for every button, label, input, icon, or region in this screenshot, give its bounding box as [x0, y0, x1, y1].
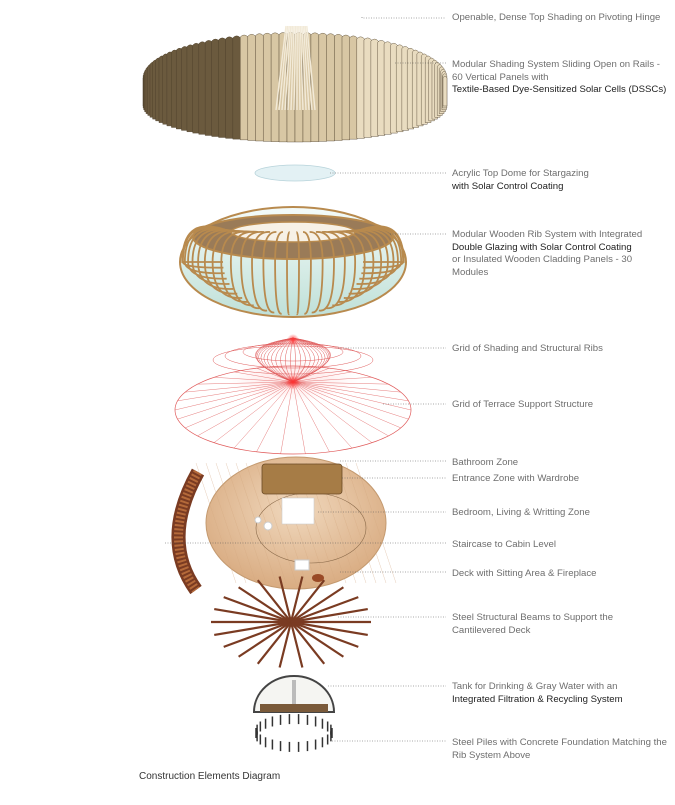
shading-panel — [255, 34, 263, 141]
label-steel-piles: Steel Piles with Concrete Foundation Matching the Rib System Above — [452, 737, 667, 762]
shading-panel — [443, 76, 447, 106]
shading-panel — [205, 40, 212, 135]
label-grid-shading: Grid of Shading and Structural Ribs — [452, 343, 667, 356]
shading-panel — [240, 35, 248, 140]
shading-panel — [319, 33, 327, 141]
deck-seat — [295, 560, 309, 570]
shading-panel — [248, 34, 256, 140]
label-top-shading: Openable, Dense Top Shading on Pivoting Hinge — [452, 12, 667, 25]
grid-center-node — [285, 374, 301, 390]
shading-panel — [378, 40, 385, 135]
steel-beams-layer — [211, 576, 371, 667]
chair — [264, 522, 272, 530]
label-deck: Deck with Sitting Area & Fireplace — [452, 568, 667, 581]
shading-panel — [199, 42, 206, 135]
fireplace — [312, 574, 324, 582]
shading-panel — [263, 33, 271, 141]
wooden-rib-layer — [180, 207, 406, 317]
shading-panel — [334, 34, 342, 140]
shading-panel — [357, 37, 365, 139]
label-tank: Tank for Drinking & Gray Water with an Integrated Filtration & Recycling System — [452, 681, 667, 706]
label-acrylic-dome: Acrylic Top Dome for Stargazing with Solar Control Coating — [452, 168, 667, 193]
bathroom-block — [262, 464, 342, 494]
label-modular-shading: Modular Shading System Sliding Open on Rails - 60 Vertical Panels with Textile-Based Dye-Sensitized Solar Cells (DSSCs) — [452, 59, 667, 97]
shading-panel — [233, 36, 241, 139]
shading-panel — [349, 36, 357, 139]
acrylic-dome — [255, 165, 335, 181]
leader-line — [362, 17, 446, 18]
diagram-caption: Construction Elements Diagram — [139, 771, 280, 782]
bed — [282, 498, 314, 524]
label-wooden-rib: Modular Wooden Rib System with Integrated Double Glazing with Solar Control Coating or Insulated Wooden Cladding Panels - 30 Modules — [452, 229, 667, 279]
top-shading-layer — [143, 26, 447, 142]
label-entrance: Entrance Zone with Wardrobe — [452, 473, 667, 486]
shading-panel — [271, 33, 279, 142]
filtration-bed — [260, 704, 328, 712]
label-grid-terrace: Grid of Terrace Support Structure — [452, 399, 667, 412]
shading-panel — [364, 38, 371, 138]
shading-panel — [342, 35, 350, 140]
shading-panel — [212, 39, 219, 136]
label-bedroom: Bedroom, Living & Writting Zone — [452, 507, 667, 520]
shading-panel — [327, 34, 335, 141]
label-steel-beams: Steel Structural Beams to Support the Cantilevered Deck — [452, 612, 667, 637]
structural-grid-layer — [175, 334, 411, 454]
tank-layer — [254, 676, 334, 752]
deck-layer — [178, 457, 396, 590]
grid-top-node — [287, 334, 299, 346]
label-bathroom: Bathroom Zone — [452, 457, 667, 470]
shading-panel — [226, 37, 234, 139]
label-staircase: Staircase to Cabin Level — [452, 539, 667, 552]
shading-panel — [371, 39, 378, 136]
stool — [255, 517, 261, 523]
shading-panel — [219, 38, 226, 138]
